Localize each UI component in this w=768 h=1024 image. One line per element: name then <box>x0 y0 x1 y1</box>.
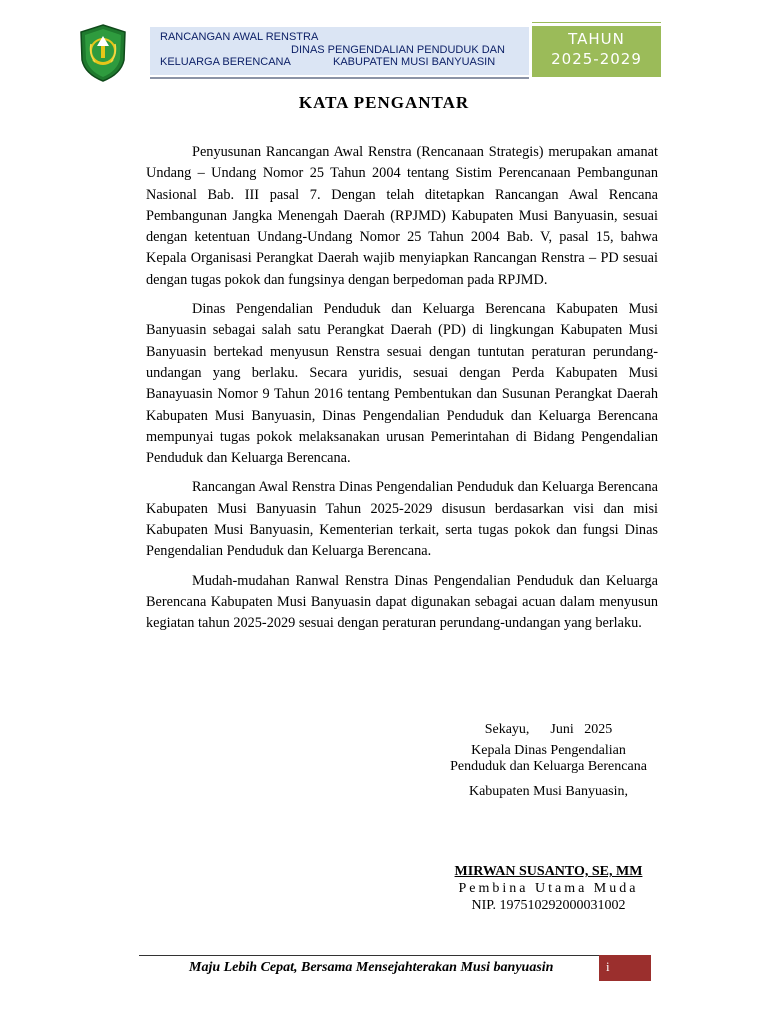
header-doc-title: RANCANGAN AWAL RENSTRA <box>160 31 319 43</box>
paragraph: Rancangan Awal Renstra Dinas Pengendalian Penduduk dan Keluarga Berencana Kabupaten Musi Banyuasin Tahun 2025-2029 disusun berdasarkan visi dan misi Kabupaten Musi Banyuasin, Kementerian terkait, serta tugas pokok dan fungsi Dinas Pengendalian Penduduk dan Keluarga Berencana. <box>146 479 658 560</box>
signature-name: MIRWAN SUSANTO, SE, MM <box>454 864 643 879</box>
year-box-topline <box>532 22 661 23</box>
paragraph: Dinas Pengendalian Penduduk dan Keluarga Berencana Kabupaten Musi Banyuasin sebagai salah satu Perangkat Daerah (PD) di lingkungan Kabupaten Musi Banyuasin bertekad menyusun Renstra sesuai dengan tuntutan peraturan perundang-undangan yang berlaku. Secara yuridis, sesuai dengan Perda Kabupaten Musi Banayuasin Nomor 9 Tahun 2016 tentang Pembentukan dan Susunan Perangkat Daerah Kabupaten Musi Banyuasin, Dinas Pengendalian Penduduk dan Keluarga Berencana mempunyai tugas pokok melaksanakan urusan Pemerintahan di Bidang Pengendalian Penduduk dan Keluarga Berencana. <box>146 301 658 467</box>
footer-rule <box>139 955 599 956</box>
document-body <box>146 142 658 643</box>
regency-emblem-logo <box>79 24 127 82</box>
header-underline <box>150 77 529 79</box>
paragraph: Penyusunan Rancangan Awal Renstra (Rencanaan Strategis) merupakan amanat Undang – Undang Nomor 25 Tahun 2004 tentang Sistim Perencanaan Pembangunan Nasional Bab. III pasal 7. Dengan telah ditetapkan Rancangan Awal Rencana Pembangunan Jangka Menengah Daerah (RPJMD) Kabupaten Musi Banyuasin, sesuai dengan ketentuan Undang-Undang Nomor 25 Tahun 2004 Bab. V, pasal 15, bahwa Kepala Organisasi Perangkat Daerah wajib menyiapkan Rancangan Renstra – PD sesuai dengan tugas pokok dan fungsinya dengan berpedoman pada RPJMD. <box>146 144 658 288</box>
signature-rank: Pembina Utama Muda <box>458 881 639 896</box>
header-agency-line-2: KELUARGA BERENCANA <box>160 56 291 68</box>
page-number: i <box>606 959 610 974</box>
signature-position-2: Penduduk dan Keluarga Berencana <box>450 759 647 774</box>
signature-nip: NIP. 197510292000031002 <box>471 898 626 913</box>
year-label: TAHUN <box>568 30 625 48</box>
paragraph: Mudah-mudahan Ranwal Renstra Dinas Pengendalian Penduduk dan Keluarga Berencana Kabupaten Musi Banyuasin dapat digunakan sebagai acuan dalam menyusun kegiatan tahun 2025-2029 sesuai dengan peraturan perundang-undangan yang berlaku. <box>146 572 658 632</box>
footer-slogan: Maju Lebih Cepat, Bersama Mensejahterakan Musi banyuasin <box>189 960 554 975</box>
year-range: 2025-2029 <box>551 50 642 68</box>
signature-place-date: Sekayu, Juni 2025 <box>484 722 613 737</box>
signature-position-1: Kepala Dinas Pengendalian <box>471 743 626 758</box>
header-regency: KABUPATEN MUSI BANYUASIN <box>333 56 496 68</box>
signature-region: Kabupaten Musi Banyuasin, <box>468 784 629 799</box>
page-title: KATA PENGANTAR <box>298 93 470 112</box>
header-agency-line: DINAS PENGENDALIAN PENDUDUK DAN <box>291 44 505 56</box>
